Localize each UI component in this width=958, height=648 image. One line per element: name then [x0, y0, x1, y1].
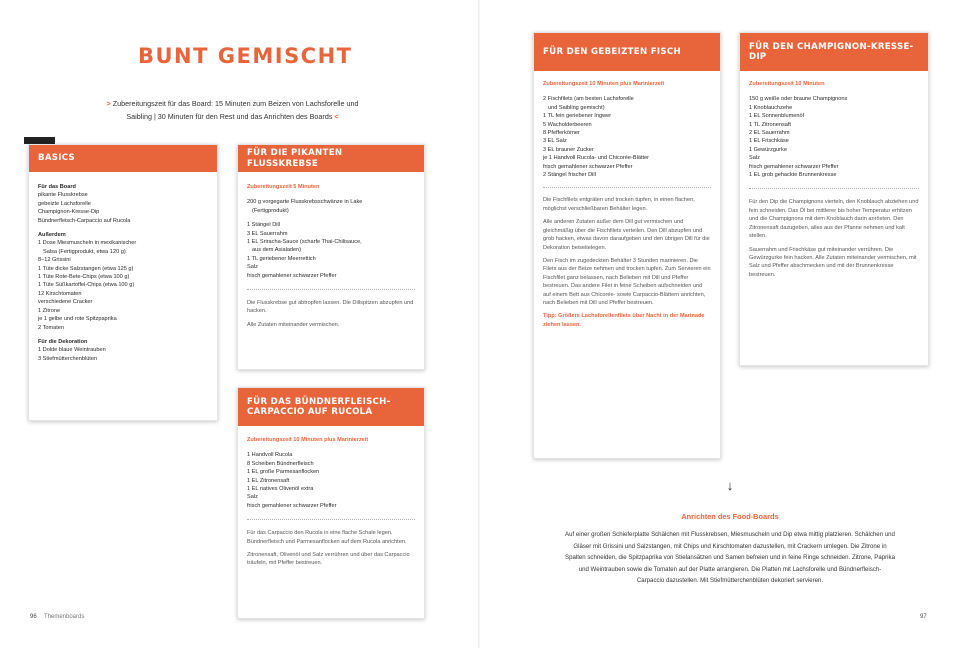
ingredient-line: 1 Knoblauchzehe [749, 104, 793, 111]
step-text: Für den Dip die Champignons vierteln, den Knoblauch abziehen und fein schneiden. Das Öl bei mittlerer bis hoher Temperatur erhitzen und die Champignons mit dem Knoblauch darin anrösten. Den Zitronensaft dazugeben, alles aus der Pfanne nehmen und kalt stellen. [749, 199, 919, 240]
divider [247, 519, 415, 520]
step-text: Alle Zutaten miteinander vermischen. [247, 321, 340, 328]
step-text: Zitronensaft, Olivenöl und Salz verrühren und über das Carpaccio träufeln, mit Pfeffer bestreuen. [247, 552, 410, 567]
ingredient-line: 1 Dose Miesmuscheln in mexikanischer [38, 240, 137, 247]
card-basics [28, 144, 218, 421]
card-body [238, 172, 424, 340]
ingredient-line: 3 EL Salz [543, 138, 567, 145]
card-title: BASICS [29, 145, 217, 172]
ingredient-line: 8 Scheiben Bündnerfleisch [247, 460, 314, 467]
ingredient-line: 1 EL Frischkäse [749, 138, 789, 145]
ingredient-line: 1 EL grob gehackte Brunnenkresse [749, 172, 837, 179]
page-section-label: Themenboards [44, 614, 85, 620]
prep-time: Zubereitungszeit 10 Minuten plus Marinierzeit [247, 437, 369, 443]
ingredient-line: 1 EL Sonnenblumenöl [749, 113, 804, 120]
ingredient-line: 12 Kirschtomaten [38, 290, 82, 297]
ingredient-line: 200 g vorgegarte Flusskrebsschwänze in Lake [247, 199, 363, 206]
ingredient-line: je 1 Handvoll Rucola- und Chicorée-Blätter [543, 155, 650, 162]
intro-marker-right: < [334, 111, 339, 121]
ingredient-line: 1 Tüte Rote-Bete-Chips (etwa 100 g) [38, 274, 130, 281]
page-number-right: 97 [920, 614, 927, 620]
ingredient-line: 150 g weiße oder braune Champignons [749, 96, 848, 103]
ingredient-line: 1 EL große Parmesanflocken [247, 469, 320, 476]
ingredient-line: frisch gemahlener schwarzer Pfeffer [247, 272, 337, 279]
ingredient-line: 1 TL geriebener Meerrettich [247, 255, 316, 262]
card-body [534, 71, 720, 335]
ingredient-line: 2 Stängel frischer Dill [543, 172, 596, 179]
ingredient-line: frisch gemahlener schwarzer Pfeffer [247, 502, 337, 509]
serving-text: Auf einer großen Schieferplatte Schälchen mit Flusskrebsen, Miesmuscheln und Dip etwa mittig platzieren. Schälchen und Gläser mit Grissini und Salzstangen, mit Chips und Kirschtomaten dazustellen, mit Crackern umlegen. Die Zitrone in Spalten schneiden, die Spitzpaprika von Stielansätzen und Samen befreien und in feine Ringe schneiden. Zitrone, Paprika und Weintrauben sowie die Tomaten auf der Platte arrangieren. Die Platten mit Lachsforelle und Bündnerfleisch-Carpaccio dazustellen. Mit Stiefmütterchenblüten dekoriert servieren. [565, 531, 895, 584]
group-title: Außerdem [38, 232, 66, 239]
step-text: Den Fisch im zugedeckten Behälter 3 Stunden marinieren. Die Filets aus der Beize nehmen und trocken tupfen. Zum Servieren ein Fischfilet ganz belassen, nach Belieben mit Dill und Pfeffer bestreuen. Das andere Filet in feine Scheiben aufschneiden und auf einem Bett aus Chicorée- sowie Carpaccio-Blättern anrichten, nach Belieben mit Dill und Pfeffer bestreuen. [543, 257, 711, 306]
ingredient-line: 1 Tüte Süßkartoffel-Chips (etwa 100 g) [38, 282, 135, 289]
ingredient-line: (Fertigprodukt) [252, 207, 289, 214]
divider [247, 289, 415, 290]
step-text: Die Flusskrebse gut abtropfen lassen. Die Dillspitzen abzupfen und hacken. [247, 300, 414, 315]
ingredient-line: 1 TL Zitronensaft [749, 121, 791, 128]
page-number-left: 96 [30, 614, 37, 620]
prep-time: Zubereitungszeit 5 Minuten [247, 184, 320, 190]
card-title: FÜR DEN CHAMPIGNON-KRESSE-DIP [740, 33, 928, 71]
group-title: Für die Dekoration [38, 338, 88, 345]
card-title: FÜR DIE PIKANTEN FLUSSKREBSE [238, 145, 424, 172]
ingredient-line: Champignon-Kresse-Dip [38, 209, 100, 216]
ingredient-line: 1 EL Sriracha-Sauce (scharfe Thai-Chilisauce, [247, 239, 362, 246]
card-champignon-dip [739, 32, 929, 366]
step-text: Sauerrahm und Frischkäse gut miteinander verrühren. Die Gewürzgurke fein hacken. Alle Zutaten miteinander vermischen, mit Salz und Pfeffer abschmecken und mit der Brunnenkresse bestreuen. [749, 246, 917, 278]
card-gebeizter-fisch [533, 32, 721, 459]
arrow-down-icon: ↓ [726, 478, 734, 493]
ingredient-line: 8 Pfefferkörner [543, 130, 580, 137]
page-gutter [478, 0, 480, 648]
ingredient-line: frisch gemahlener schwarzer Pfeffer [543, 163, 633, 170]
card-title: FÜR DEN GEBEIZTEN FISCH [534, 33, 720, 71]
ingredient-line: 1 TL fein geriebener Ingwer [543, 113, 612, 120]
ingredient-line: Salz [749, 155, 760, 162]
step-text: Die Fischfilets entgräten und trocken tupfen, in einen flachen, möglichst verschließbaren Behälter legen. [543, 197, 695, 212]
ingredient-line: 1 EL natives Olivenöl extra [247, 486, 314, 493]
card-body [740, 71, 928, 290]
serving-title: Anrichten des Food-Boards [681, 512, 779, 521]
ingredient-line: 1 Gewürzgurke [749, 146, 787, 153]
intro-text: Zubereitungszeit für das Board: 15 Minuten zum Beizen von Lachsforelle und Saibling | 30 Minuten für den Rest und das Anrichten des Boards [112, 99, 359, 121]
divider [749, 188, 919, 189]
prep-time: Zubereitungszeit 10 Minuten [749, 81, 825, 87]
corner-accent [24, 137, 55, 144]
ingredient-line: 3 EL brauner Zucker [543, 146, 594, 153]
card-body [29, 172, 217, 369]
ingredient-line: Salz [247, 494, 258, 501]
ingredient-line: 1 Handvoll Rucola [247, 452, 293, 459]
card-flusskrebse [237, 144, 425, 370]
card-carpaccio [237, 387, 425, 619]
tip-text: Tipp: Größere Lachsforellenfilets über Nacht in der Marinade ziehen lassen. [543, 313, 705, 328]
ingredient-line: Bündnerfleisch-Carpaccio auf Rucola [38, 217, 131, 224]
ingredient-line: verschiedene Cracker [38, 299, 93, 306]
ingredient-line: gebeizte Lachsforelle [38, 200, 91, 207]
step-text: Für das Carpaccio den Rucola in eine flache Schale legen. Bündnerfleisch und Parmesanflocken auf dem Rucola anrichten. [247, 530, 407, 545]
ingredient-line: 2 Fischfilets (am besten Lachsforelle [543, 96, 634, 103]
ingredient-line: 1 Tüte dicke Salzstangen (etwa 125 g) [38, 265, 134, 272]
ingredient-line: 3 Stiefmütterchenblüten [38, 355, 98, 362]
ingredient-line: und Saibling gemischt) [548, 104, 605, 111]
ingredient-line: pikante Flusskrebse [38, 192, 88, 199]
ingredient-line: aus dem Asialaden) [252, 247, 302, 254]
ingredient-line: 5 Wacholderbeeren [543, 121, 592, 128]
ingredient-line: Salsa (Fertigprodukt, etwa 120 g) [43, 248, 126, 255]
card-title: FÜR DAS BÜNDNERFLEISCH-CARPACCIO AUF RUCOLA [238, 388, 424, 426]
ingredient-line: 1 EL Zitronensaft [247, 477, 290, 484]
divider [543, 187, 711, 188]
ingredient-line: Salz [247, 264, 258, 271]
ingredient-line: frisch gemahlener schwarzer Pfeffer [749, 163, 839, 170]
ingredient-line: 1 Stängel Dill [247, 222, 280, 229]
ingredient-line: 1 Dolde blaue Weintrauben [38, 347, 106, 354]
prep-time-intro [95, 98, 370, 123]
ingredient-line: 2 EL Sauerrahm [749, 130, 790, 137]
intro-marker-left: > [106, 99, 111, 108]
ingredient-line: 1 Zitrone [38, 307, 61, 314]
card-body [238, 426, 424, 579]
page-title: BUNT GEMISCHT [138, 44, 353, 68]
ingredient-line: 3 EL Sauerrahm [247, 230, 288, 237]
ingredient-line: 8–12 Grissini [38, 257, 71, 264]
step-text: Alle anderen Zutaten außer dem Dill gut vermischen und gleichmäßig über die Fischfilets verteilen. Den Dill abzupfen und grob hacken, etwas davon daraufgeben und den übrigen Dill für die Dekoration beiseitelegen. [543, 219, 710, 251]
prep-time: Zubereitungszeit 10 Minuten plus Marinierzeit [543, 81, 665, 87]
ingredient-line: je 1 gelbe und rote Spitzpaprika [38, 316, 117, 323]
group-title: Für das Board [38, 184, 76, 190]
ingredient-line: 2 Tomaten [38, 324, 65, 331]
